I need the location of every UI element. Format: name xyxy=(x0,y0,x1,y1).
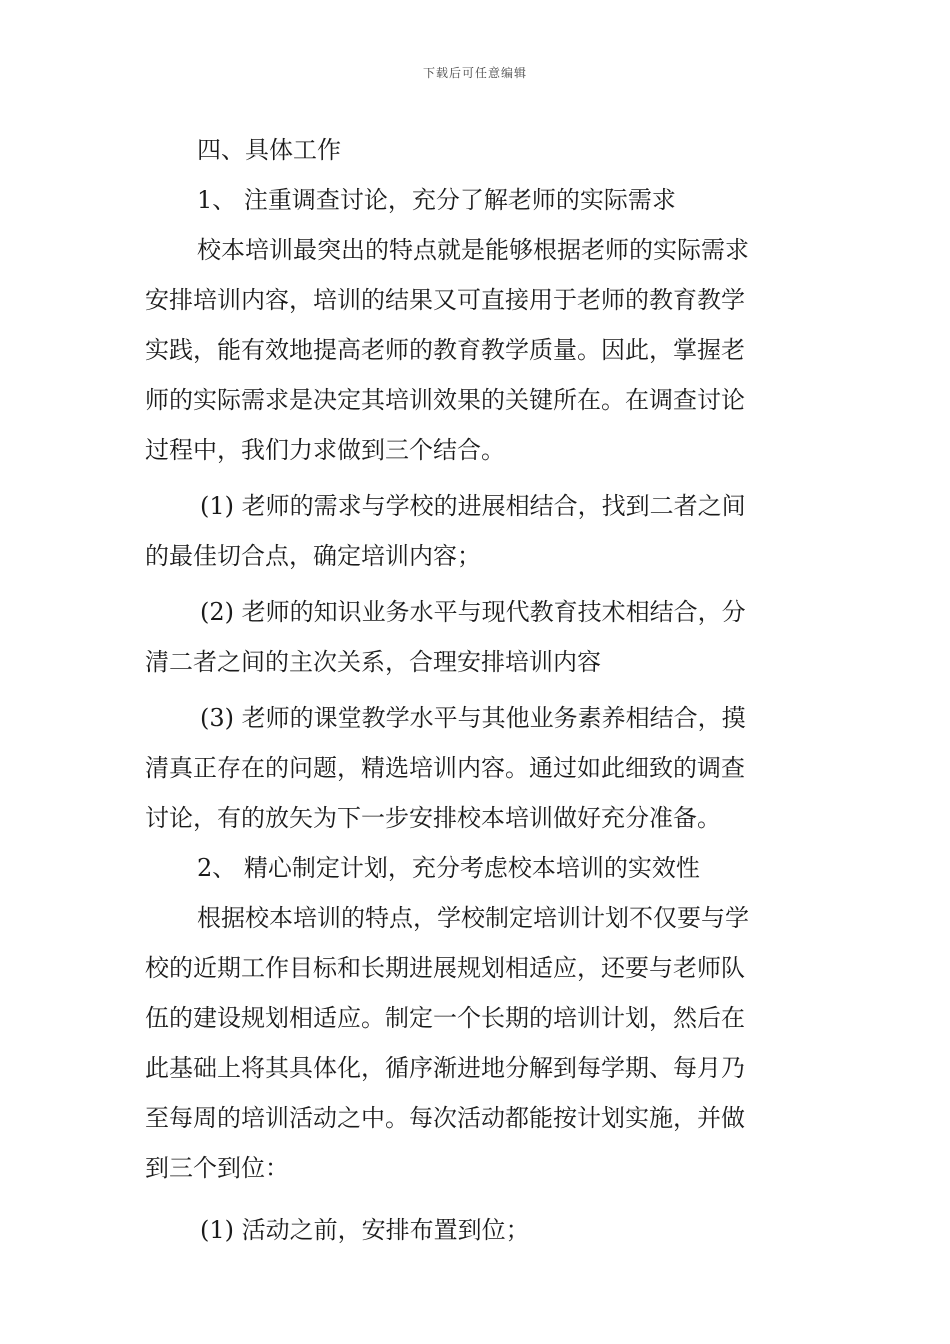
list-item-line: (1) 老师的需求与学校的进展相结合，找到二者之间 xyxy=(200,492,746,520)
list-item-line: (2) 老师的知识业务水平与现代教育技术相结合，分 xyxy=(200,598,746,626)
paragraph-line: 过程中，我们力求做到三个结合。 xyxy=(145,436,505,464)
section-heading: 四、具体工作 xyxy=(197,136,341,164)
paragraph-line: 伍的建设规划相适应。制定一个长期的培训计划，然后在 xyxy=(145,1004,745,1032)
subsection-heading: 2、 精心制定计划，充分考虑校本培训的实效性 xyxy=(197,854,700,882)
paragraph-line: 至每周的培训活动之中。每次活动都能按计划实施，并做 xyxy=(145,1104,745,1132)
subsection-heading: 1、 注重调查讨论，充分了解老师的实际需求 xyxy=(197,186,676,214)
paragraph-line: 安排培训内容，培训的结果又可直接用于老师的教育教学 xyxy=(145,286,745,314)
list-item-line: 讨论，有的放矢为下一步安排校本培训做好充分准备。 xyxy=(145,804,721,832)
paragraph-line: 师的实际需求是决定其培训效果的关键所在。在调查讨论 xyxy=(145,386,745,414)
paragraph-line: 此基础上将其具体化，循序渐进地分解到每学期、每月乃 xyxy=(145,1054,745,1082)
paragraph-line: 到三个到位： xyxy=(145,1154,289,1182)
paragraph-line: 实践，能有效地提高老师的教育教学质量。因此，掌握老 xyxy=(145,336,745,364)
document-body xyxy=(145,125,807,1255)
list-item-line: (3) 老师的课堂教学水平与其他业务素养相结合，摸 xyxy=(200,704,746,732)
paragraph-line: 根据校本培训的特点，学校制定培训计划不仅要与学 xyxy=(197,904,749,932)
list-item-line: 的最佳切合点，确定培训内容； xyxy=(145,542,481,570)
header-note: 下载后可任意编辑 xyxy=(422,66,527,80)
list-item-line: (1) 活动之前，安排布置到位； xyxy=(200,1216,530,1244)
list-item-line: 清二者之间的主次关系，合理安排培训内容 xyxy=(145,648,601,676)
paragraph-line: 校的近期工作目标和长期进展规划相适应，还要与老师队 xyxy=(145,954,745,982)
list-item-line: 清真正存在的问题，精选培训内容。通过如此细致的调查 xyxy=(145,754,745,782)
paragraph-line: 校本培训最突出的特点就是能够根据老师的实际需求 xyxy=(197,236,749,264)
